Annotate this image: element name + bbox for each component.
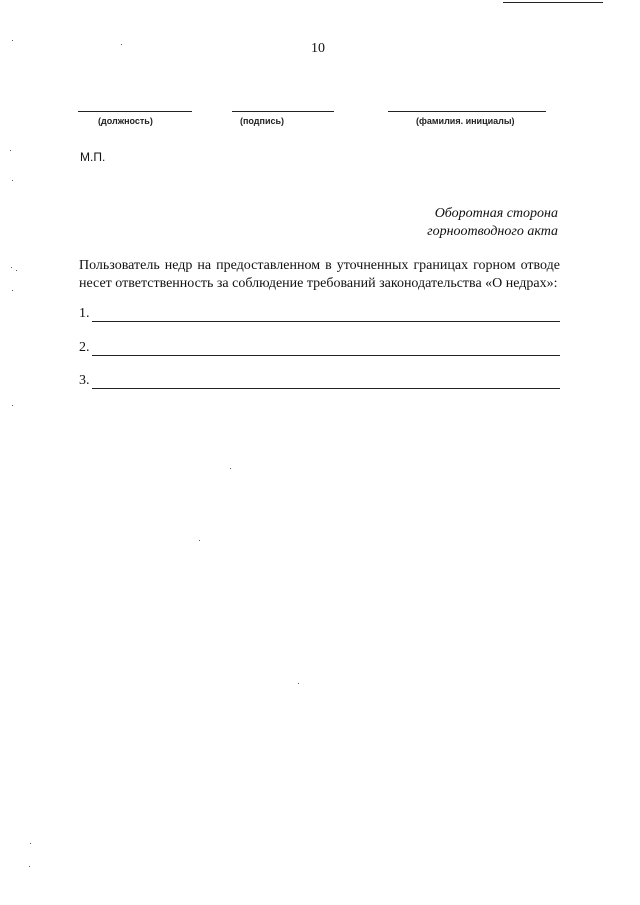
scan-speck bbox=[10, 150, 11, 151]
reverse-side-title-line2: горноотводного акта bbox=[427, 224, 558, 239]
scan-speck bbox=[30, 843, 31, 844]
top-border-line bbox=[503, 2, 603, 3]
scan-speck bbox=[230, 468, 231, 469]
list-item-2-blank-line bbox=[92, 355, 560, 356]
scan-speck bbox=[12, 405, 13, 406]
list-item-2-number: 2. bbox=[79, 340, 90, 355]
list-item-3-number: 3. bbox=[79, 373, 90, 388]
signature-caption: (подпись) bbox=[240, 116, 285, 126]
scan-speck bbox=[29, 866, 30, 867]
list-item-1-number: 1. bbox=[79, 306, 90, 321]
name-caption: (фамилия. инициалы) bbox=[416, 116, 515, 126]
position-caption: (должность) bbox=[98, 116, 153, 126]
list-item-1-blank-line bbox=[92, 321, 560, 322]
responsibility-paragraph: Пользователь недр на предоставленном в уточненных границах горном отводе несет ответственность за соблюдение требований законодательства «О недрах»: bbox=[79, 258, 560, 291]
scan-speck bbox=[298, 683, 299, 684]
page-number: 10 bbox=[311, 41, 325, 56]
scan-speck bbox=[12, 180, 13, 181]
scan-speck bbox=[11, 267, 12, 268]
position-line bbox=[78, 111, 192, 112]
stamp-place-label: М.П. bbox=[80, 150, 106, 164]
scan-speck bbox=[12, 40, 13, 41]
scan-speck bbox=[12, 290, 13, 291]
reverse-side-title-line1: Оборотная сторона bbox=[434, 206, 558, 221]
list-item-3-blank-line bbox=[92, 388, 560, 389]
scan-speck bbox=[121, 44, 122, 45]
scan-speck bbox=[199, 540, 200, 541]
signature-line bbox=[232, 111, 334, 112]
name-line bbox=[388, 111, 546, 112]
scan-speck bbox=[16, 270, 17, 271]
